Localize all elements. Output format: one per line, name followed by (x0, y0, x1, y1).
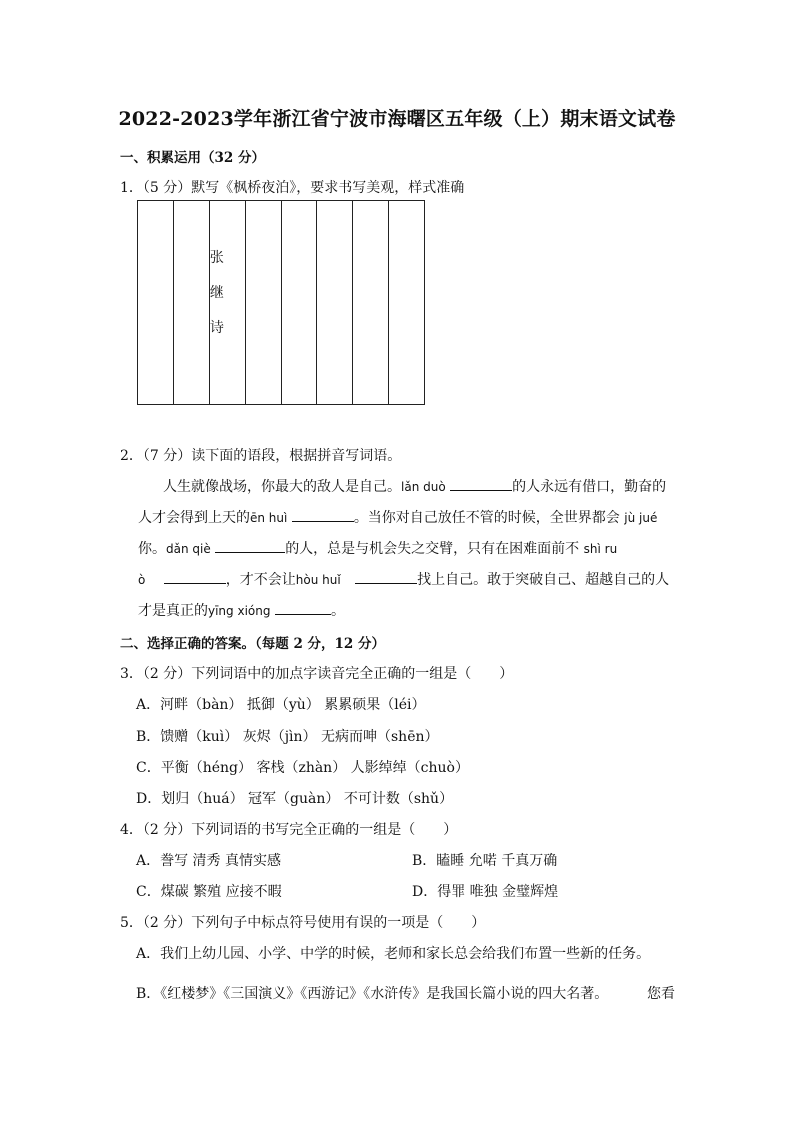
grid-column (282, 201, 318, 404)
paragraph-line-3: 你。dǎn qiè 的人，总是与机会失之交臂，只有在困难面前不 shì ru (138, 538, 678, 558)
section-heading-2: 二、选择正确的答案。（每题 2 分，12 分） (120, 636, 386, 652)
q3-option-b: B．馈赠（kuì） 灰烬（jìn） 无病而呻（shēn） (136, 729, 439, 745)
question-2: 2．（7 分）读下面的语段，根据拼音写词语。 (120, 448, 402, 464)
answer-blank[interactable] (450, 476, 512, 491)
q3-option-c: C．平衡（héng） 客栈（zhàn） 人影绰绰（chuò） (136, 760, 469, 776)
q5-option-b: B．《红楼梦》《三国演义》《西游记》《水浒传》是我国长篇小说的四大名著。 (136, 986, 609, 1002)
paragraph-line-4: ò ，才不会让hòu huǐ 找上自己。敢于突破自己、超越自己的人 (138, 569, 678, 589)
question-4: 4．（2 分）下列词语的书写完全正确的一组是（ ） (120, 822, 458, 838)
author-name: 张 继 诗 (209, 250, 224, 336)
question-1: 1．（5 分）默写《枫桥夜泊》，要求书写美观，样式准确 (120, 180, 465, 196)
section-heading-1: 一、积累运用（32 分） (120, 150, 265, 166)
q4-option-d: D．得罪 唯独 金璧辉煌 (412, 884, 559, 900)
answer-blank[interactable] (215, 538, 285, 553)
grid-column (353, 201, 389, 404)
writing-grid (137, 200, 425, 405)
q3-option-a: A．河畔（bàn） 抵御（yù） 累累硕果（léi） (136, 697, 426, 713)
q5-option-a: A．我们上幼儿园、小学、中学的时候，老师和家长总会给我们布置一些新的任务。 (136, 946, 651, 962)
grid-column (317, 201, 353, 404)
grid-column (138, 201, 174, 404)
q4-option-b: B．瞌睡 允喏 千真万确 (412, 853, 558, 869)
answer-blank[interactable] (164, 569, 226, 584)
q3-option-d: D．划归（huá） 冠军（guàn） 不可计数（shǔ） (136, 791, 454, 807)
q5-option-b-continued: 您看 (647, 986, 675, 1002)
q4-option-a: A．誊写 清秀 真情实感 (136, 853, 282, 869)
grid-column (389, 201, 424, 404)
grid-column (210, 201, 246, 404)
q4-option-c: C．煤碳 繁殖 应接不暇 (136, 884, 282, 900)
exam-title: 2022-2023学年浙江省宁波市海曙区五年级（上）期末语文试卷 (118, 108, 676, 130)
grid-column-author (174, 201, 224, 404)
answer-blank[interactable] (292, 507, 354, 522)
paragraph-line-2: 人才会得到上天的ēn huì 。当你对自己放任不管的时候，全世界都会 jù jué (138, 507, 678, 527)
answer-blank[interactable] (275, 600, 331, 615)
paragraph-line-1: 人生就像战场，你最大的敌人是自己。lǎn duò 的人永远有借口，勤奋的 (163, 476, 703, 496)
grid-column (246, 201, 282, 404)
paragraph-line-5: 才是真正的yīng xióng 。 (138, 600, 678, 620)
question-3: 3．（2 分）下列词语中的加点字读音完全正确的一组是（ ） (120, 666, 514, 682)
answer-blank[interactable] (355, 569, 417, 584)
question-5: 5．（2 分）下列句子中标点符号使用有误的一项是（ ） (120, 915, 486, 931)
